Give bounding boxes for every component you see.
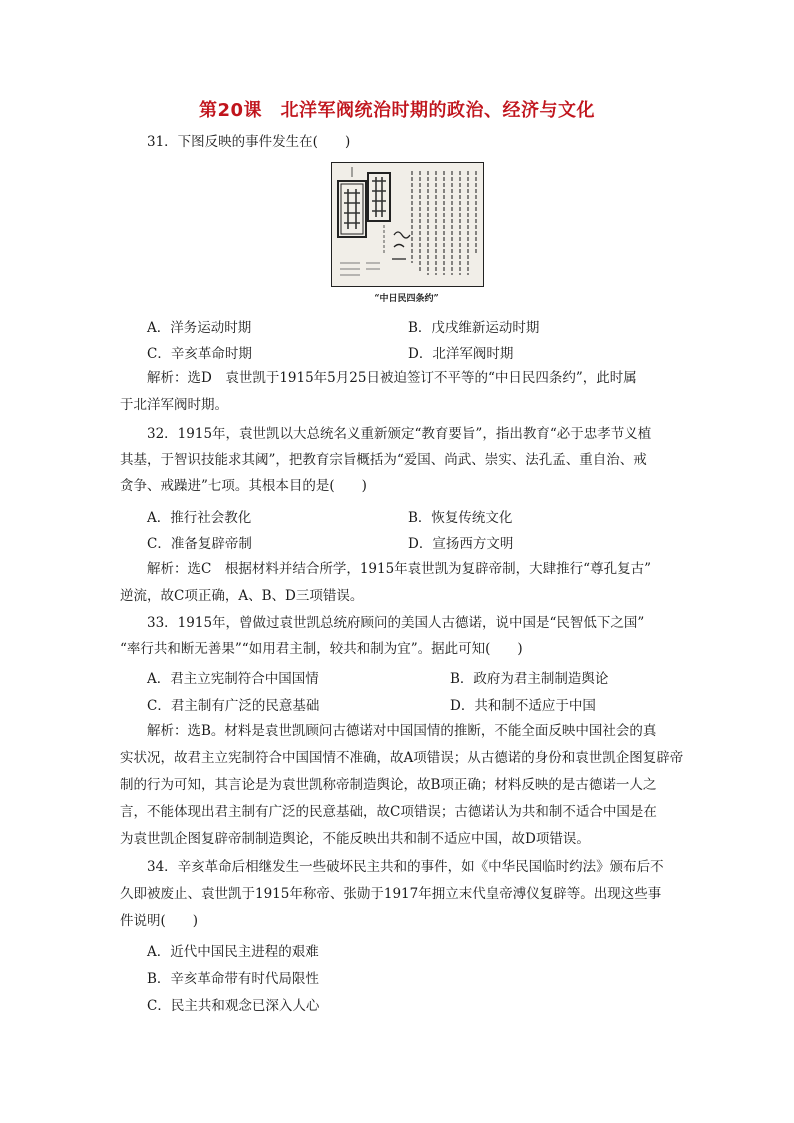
q32-stem-line-2: 其基，于智识技能求其阈”，把教育宗旨概括为“爱国、尚武、崇实、法孔孟、重自治、戒 <box>120 452 647 468</box>
q34-stem-line-1: 34．辛亥革命后相继发生一些破坏民主共和的事件，如《中华民国临时约法》颁布后不 <box>147 859 664 875</box>
q32-analysis-line-2: 逆流，故C项正确，A、B、D三项错误。 <box>120 588 364 604</box>
q31-option-a[interactable]: A．洋务运动时期 <box>147 320 252 336</box>
q31-option-b[interactable]: B．戊戌维新运动时期 <box>408 320 540 336</box>
q32-stem-line-1: 32．1915年，袁世凯以大总统名义重新颁定“教育要旨”，指出教育“必于忠孝节义植 <box>147 426 652 442</box>
q32-option-b[interactable]: B．恢复传统文化 <box>408 510 513 526</box>
q33-option-c[interactable]: C．君主制有广泛的民意基础 <box>147 698 320 714</box>
q33-option-a[interactable]: A．君主立宪制符合中国国情 <box>147 671 319 687</box>
q33-analysis-line-1: 解析：选B。材料是袁世凯顾问古德诺对中国国情的推断，不能全面反映中国社会的真 <box>147 723 657 739</box>
q32-analysis-line-1: 解析：选C 根据材料并结合所学，1915年袁世凯为复辟帝制，大肆推行“尊孔复古” <box>147 561 651 577</box>
image-caption: “中日民四条约” <box>374 294 439 304</box>
q33-stem-line-2: “率行共和断无善果”“如用君主制，较共和制为宜”。据此可知( ) <box>120 641 523 657</box>
q32-stem-line-3: 贪争、戒躁进”七项。其根本目的是( ) <box>120 478 367 494</box>
q34-option-a[interactable]: A．近代中国民主进程的艰难 <box>147 944 319 960</box>
q32-option-a[interactable]: A．推行社会教化 <box>147 510 252 526</box>
q33-analysis-line-5: 为袁世凯企图复辟帝制制造舆论，不能反映出共和制不适应中国，故D项错误。 <box>120 831 590 847</box>
treaty-document-drawing <box>332 163 483 286</box>
q33-analysis-line-2: 实状况，故君主立宪制符合中国国情不准确，故A项错误；从古德诺的身份和袁世凯企图复辟帝 <box>120 750 684 766</box>
q34-option-c[interactable]: C．民主共和观念已深入人心 <box>147 998 320 1014</box>
q31-option-c[interactable]: C．辛亥革命时期 <box>147 346 252 362</box>
treaty-document-image <box>331 162 484 287</box>
q33-analysis-line-3: 制的行为可知，其言论是为袁世凯称帝制造舆论，故B项正确；材料反映的是古德诺一人之 <box>120 777 657 793</box>
q32-option-c[interactable]: C．准备复辟帝制 <box>147 536 252 552</box>
q33-analysis-line-4: 言，不能体现出君主制有广泛的民意基础，故C项错误；古德诺认为共和制不适合中国是在 <box>120 804 657 820</box>
q34-stem-line-2: 久即被废止、袁世凯于1915年称帝、张勋于1917年拥立末代皇帝溥仪复辟等。出现这些事 <box>120 886 662 902</box>
q34-option-b[interactable]: B．辛亥革命带有时代局限性 <box>147 971 319 987</box>
q31-analysis-line-2: 于北洋军阀时期。 <box>120 397 228 413</box>
q32-option-d[interactable]: D．宣扬西方文明 <box>408 536 514 552</box>
q33-stem-line-1: 33．1915年，曾做过袁世凯总统府顾问的美国人古德诺，说中国是“民智低下之国” <box>147 615 645 631</box>
q31-option-d[interactable]: D．北洋军阀时期 <box>408 346 514 362</box>
q34-stem-line-3: 件说明( ) <box>120 913 199 929</box>
q31-analysis-line-1: 解析：选D 袁世凯于1915年5月25日被迫签订不平等的“中日民四条约”，此时属 <box>147 370 637 386</box>
q31-stem: 31．下图反映的事件发生在( ) <box>147 134 351 150</box>
q33-option-d[interactable]: D．共和制不适应于中国 <box>450 698 596 714</box>
q33-option-b[interactable]: B．政府为君主制制造舆论 <box>450 671 609 687</box>
lesson-title: 第20课 北洋军阀统治时期的政治、经济与文化 <box>198 100 596 121</box>
